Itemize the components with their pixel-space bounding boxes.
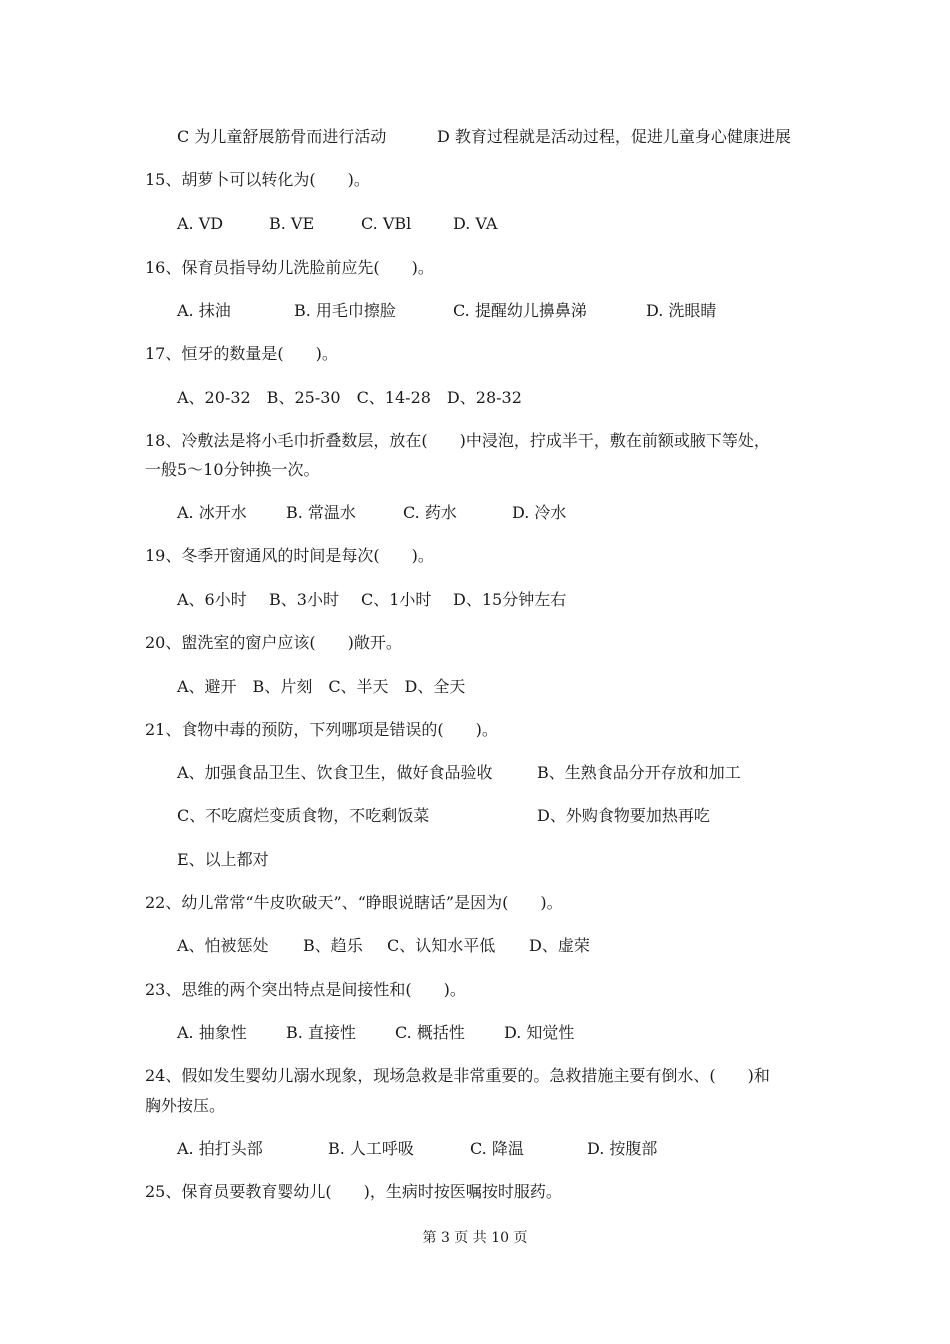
q19-option-b: B、3小时 — [269, 590, 339, 609]
q19-stem: 19、冬季开窗通风的时间是每次( )。 — [145, 546, 434, 565]
q24-option-c: C. 降温 — [470, 1139, 524, 1158]
q21-option-c: C、不吃腐烂变质食物，不吃剩饭菜 — [177, 806, 430, 825]
q24-stem-line2: 胸外按压。 — [145, 1096, 226, 1115]
q18-option-d: D. 冷水 — [512, 503, 567, 522]
q24-option-d: D. 按腹部 — [587, 1139, 658, 1158]
q25-stem: 25、保育员要教育婴幼儿( )，生病时按医嘱按时服药。 — [145, 1182, 562, 1201]
q23-option-d: D. 知觉性 — [504, 1023, 575, 1042]
q23-stem: 23、思维的两个突出特点是间接性和( )。 — [145, 980, 466, 999]
q23-option-b: B. 直接性 — [286, 1023, 356, 1042]
q16-option-b: B. 用毛巾擦脸 — [294, 301, 396, 320]
q14-option-d: D 教育过程就是活动过程，促进儿童身心健康进展 — [437, 127, 791, 146]
q23-option-a: A. 抽象性 — [177, 1023, 247, 1042]
q15-stem: 15、胡萝卜可以转化为( )。 — [145, 170, 370, 189]
q24-option-b: B. 人工呼吸 — [328, 1139, 414, 1158]
q15-option-b: B. VE — [269, 214, 315, 233]
q18-option-c: C. 药水 — [403, 503, 457, 522]
q16-option-d: D. 洗眼睛 — [646, 301, 717, 320]
q16-stem: 16、保育员指导幼儿洗脸前应先( )。 — [145, 258, 434, 277]
q19-option-a: A、6小时 — [177, 590, 247, 609]
q17-stem: 17、恒牙的数量是( )。 — [145, 344, 338, 363]
q22-option-a: A、怕被惩处 — [177, 936, 269, 955]
q21-option-a: A、加强食品卫生、饮食卫生，做好食品验收 — [177, 763, 493, 782]
q18-stem-line2: 一般5～10分钟换一次。 — [145, 460, 320, 479]
q16-option-a: A. 抹油 — [177, 301, 231, 320]
q19-option-d: D、15分钟左右 — [453, 590, 567, 609]
q15-option-a: A. VD — [177, 214, 224, 233]
q19-option-c: C、1小时 — [361, 590, 432, 609]
q21-stem: 21、食物中毒的预防，下列哪项是错误的( )。 — [145, 720, 498, 739]
q21-option-e: E、以上都对 — [177, 850, 269, 869]
q24-stem-line1: 24、假如发生婴幼儿溺水现象，现场急救是非常重要的。急救措施主要有倒水、( )和 — [145, 1066, 770, 1085]
q18-option-a: A. 冰开水 — [177, 503, 247, 522]
q22-stem: 22、幼儿常常“牛皮吹破天”、“睁眼说瞎话”是因为( )。 — [145, 893, 563, 912]
q15-option-d: D. VA — [453, 214, 498, 233]
q16-option-c: C. 提醒幼儿擤鼻涕 — [453, 301, 587, 320]
q22-option-c: C、认知水平低 — [387, 936, 496, 955]
q20-stem: 20、盥洗室的窗户应该( )敞开。 — [145, 633, 402, 652]
page-number-footer: 第 3 页 共 10 页 — [422, 1230, 528, 1246]
q24-option-a: A. 拍打头部 — [177, 1139, 263, 1158]
q18-option-b: B. 常温水 — [286, 503, 356, 522]
q14-option-c: C 为儿童舒展筋骨而进行活动 — [177, 127, 387, 146]
q22-option-b: B、趋乐 — [303, 936, 363, 955]
q21-option-b: B、生熟食品分开存放和加工 — [537, 763, 741, 782]
q21-option-d: D、外购食物要加热再吃 — [537, 806, 710, 825]
q20-options: A、避开 B、片刻 C、半天 D、全天 — [177, 677, 466, 696]
q22-option-d: D、虚荣 — [529, 936, 590, 955]
q17-options: A、20-32 B、25-30 C、14-28 D、28-32 — [177, 388, 522, 407]
q23-option-c: C. 概括性 — [395, 1023, 465, 1042]
q18-stem-line1: 18、冷敷法是将小毛巾折叠数层，放在( )中浸泡，拧成半干，敷在前额或腋下等处， — [145, 431, 770, 450]
q15-option-c: C. VBl — [361, 214, 412, 233]
